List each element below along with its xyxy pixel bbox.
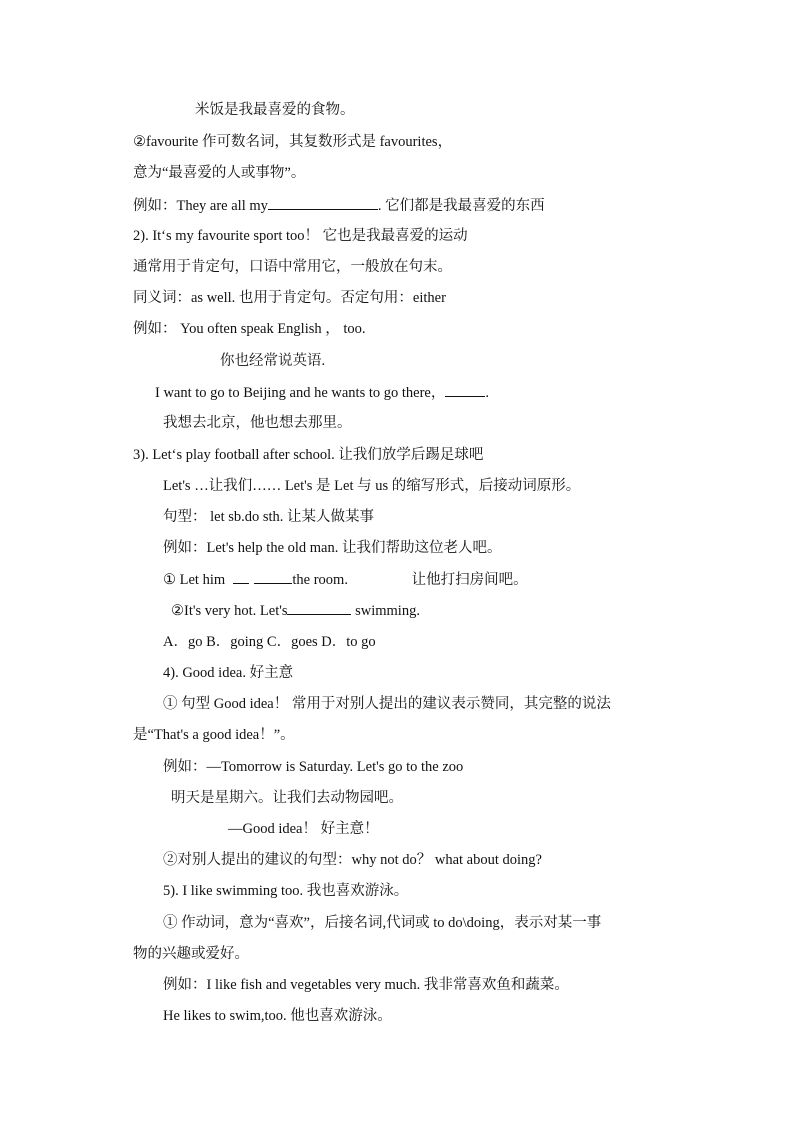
text-line (163, 569, 528, 590)
answer-blank[interactable] (287, 600, 351, 615)
text-line: 例如： You often speak English ， too. (133, 321, 366, 337)
text-line: 明天是星期六。让我们去动物园吧。 (171, 790, 403, 806)
text-line: —Good idea！ 好主意！ (228, 821, 379, 837)
text-fragment: swimming. (351, 603, 420, 619)
text-line: 是“That's a good idea！”。 (133, 727, 295, 743)
text-line: 例如：I like fish and vegetables very much. 我非常喜欢鱼和蔬菜。 (163, 977, 569, 993)
text-line: 3). Let‘s play football after school. 让我们放学后踢足球吧 (133, 447, 484, 463)
text-line: ②favourite 作可数名词，其复数形式是 favourites， (133, 134, 453, 150)
text-fragment: I want to go to Beijing and he wants to go there， (155, 385, 446, 401)
text-fragment: . 它们都是我最喜爱的东西 (377, 198, 545, 214)
text-line: 例如：—Tomorrow is Saturday. Let's go to the zoo (163, 759, 464, 775)
text-line: 句型： let sb.do sth. 让某人做某事 (163, 509, 375, 525)
text-line: 例如：Let's help the old man. 让我们帮助这位老人吧。 (163, 540, 502, 556)
text-fragment: ②It's very hot. Let's (171, 603, 288, 619)
text-line: Let's …让我们…… Let's 是 Let 与 us 的缩写形式，后接动词原形。 (163, 478, 581, 494)
text-line: ②对别人提出的建议的句型：why not do？ what about doing? (163, 852, 542, 868)
text-line: ① 作动词，意为“喜欢”，后接名词,代词或 to do\doing，表示对某一事 (163, 915, 602, 931)
text-line: ① 句型 Good idea！ 常用于对别人提出的建议表示赞同，其完整的说法 (163, 696, 611, 712)
text-line (133, 195, 545, 216)
text-line: 通常用于肯定句，口语中常用它，一般放在句末。 (133, 259, 452, 275)
text-line: 2). It‘s my favourite sport too！ 它也是我最喜爱的运动 (133, 228, 468, 244)
text-line: 4). Good idea. 好主意 (163, 665, 294, 681)
text-line: He likes to swim,too. 他也喜欢游泳。 (163, 1008, 392, 1024)
text-line (171, 600, 420, 621)
text-line: 你也经常说英语. (220, 353, 326, 369)
text-line: 物的兴趣或爱好。 (133, 946, 249, 962)
text-fragment: ① Let him (163, 572, 226, 588)
text-line: 同义词：as well. 也用于肯定句。否定句用：either (133, 290, 446, 306)
text-line: 意为“最喜爱的人或事物”。 (133, 165, 306, 181)
text-line (155, 382, 489, 403)
text-line: 米饭是我最喜爱的食物。 (195, 102, 355, 118)
text-fragment: 例如：They are all my (133, 198, 268, 214)
text-fragment: the room. (292, 572, 348, 588)
answer-blank[interactable] (254, 569, 292, 584)
text-line: 5). I like swimming too. 我也喜欢游泳。 (163, 883, 409, 899)
answer-blank[interactable] (233, 569, 249, 584)
text-fragment: . (485, 385, 489, 401)
answer-blank[interactable] (445, 382, 485, 397)
text-line: 我想去北京，他也想去那里。 (163, 415, 352, 431)
answer-blank[interactable] (268, 195, 378, 210)
text-fragment: 让他打扫房间吧。 (411, 572, 528, 588)
answer-options: A．go B．going C．goes D．to go (163, 634, 376, 650)
